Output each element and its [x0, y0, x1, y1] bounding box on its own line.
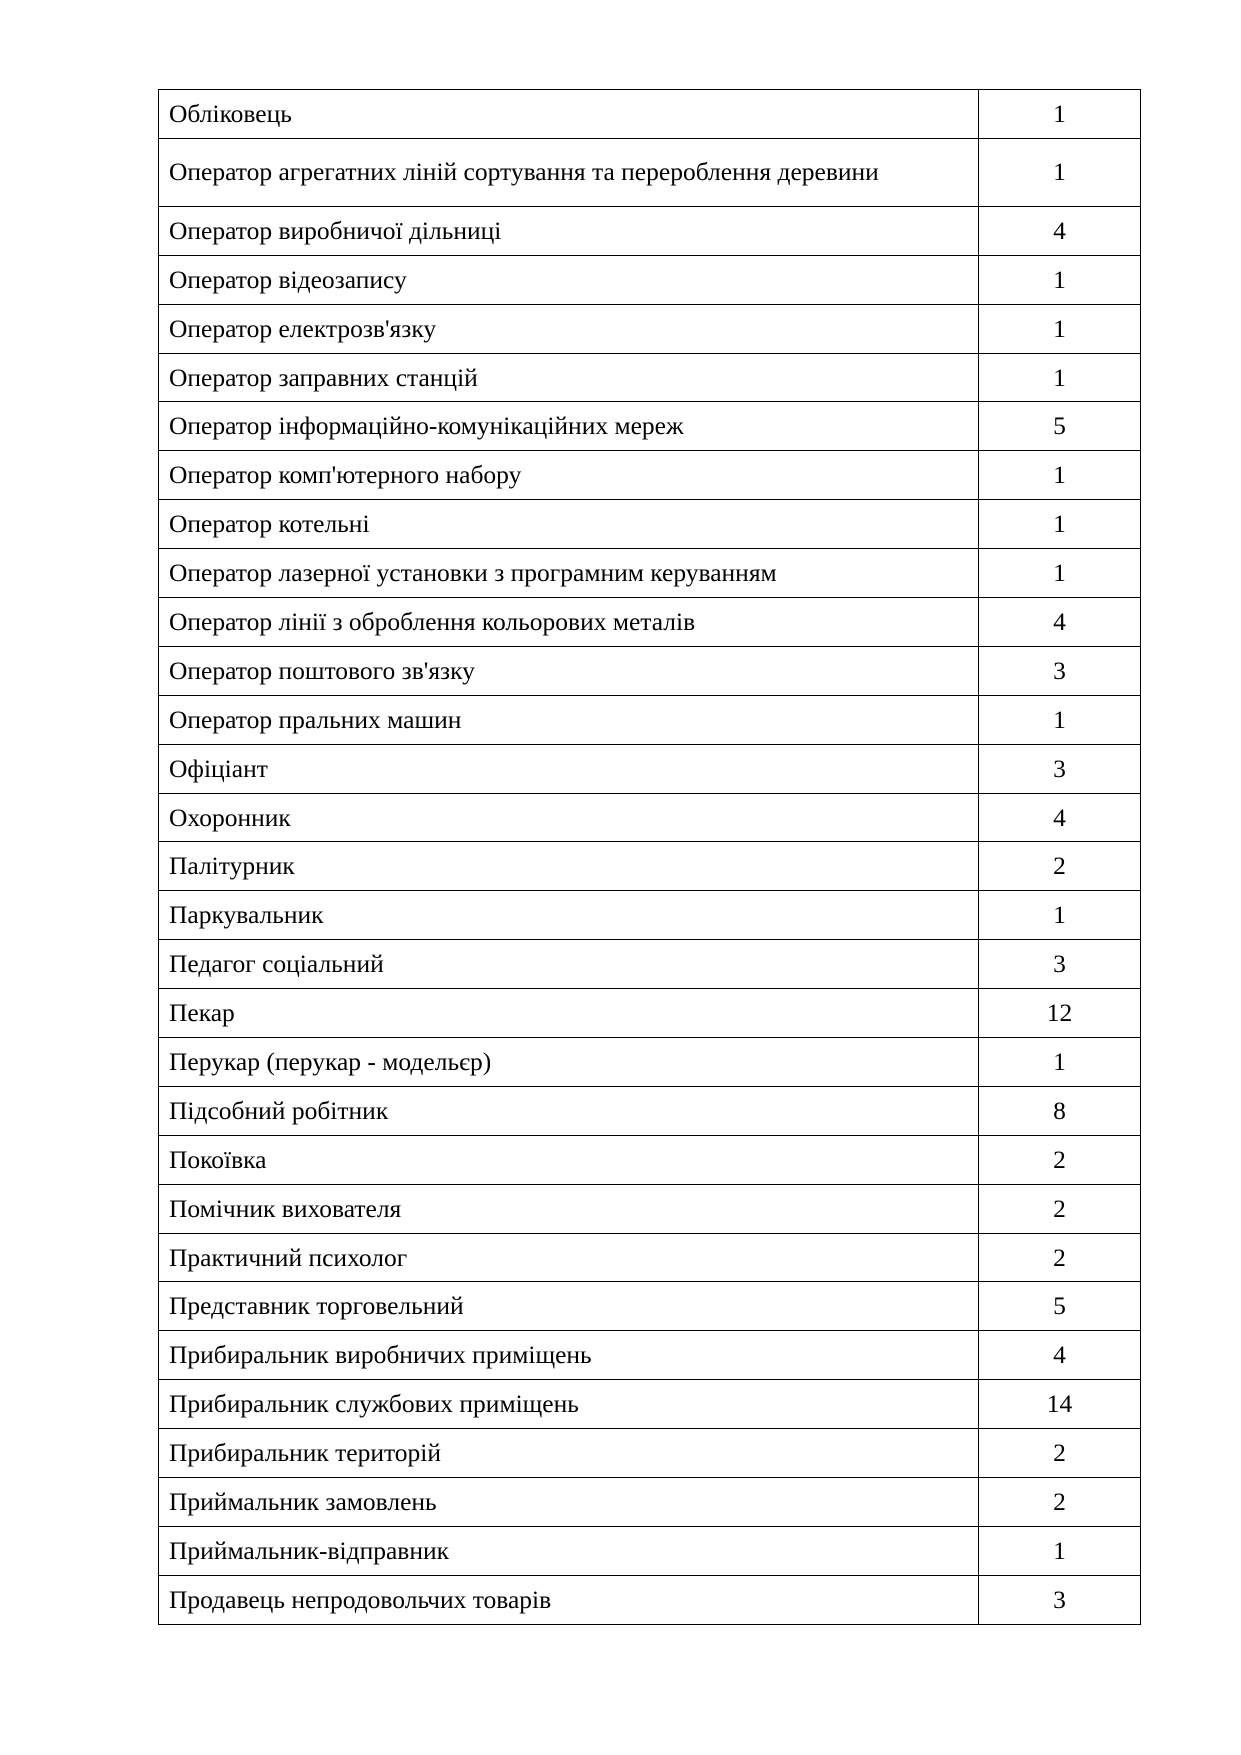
vacancy-count-cell: 3: [979, 646, 1141, 695]
vacancy-count-cell: 1: [979, 1038, 1141, 1087]
vacancy-count-cell: 3: [979, 1575, 1141, 1624]
occupation-name-cell: Підсобний робітник: [159, 1086, 979, 1135]
table-row: [159, 1380, 1141, 1429]
occupation-name-cell: Продавець непродовольчих товарів: [159, 1575, 979, 1624]
occupation-name-cell: Прибиральник виробничих приміщень: [159, 1331, 979, 1380]
vacancies-table-body: [159, 90, 1141, 1625]
occupation-name-cell: Прибиральник службових приміщень: [159, 1380, 979, 1429]
vacancy-count-cell: 5: [979, 1282, 1141, 1331]
occupation-name-cell: Прибиральник територій: [159, 1429, 979, 1478]
occupation-name-cell: Оператор виробничої дільниці: [159, 206, 979, 255]
vacancy-count-cell: 2: [979, 1184, 1141, 1233]
occupation-name-cell: Оператор агрегатних ліній сортування та перероблення деревини: [159, 138, 979, 206]
occupation-name-cell: Покоївка: [159, 1135, 979, 1184]
occupation-name-cell: Офіціант: [159, 744, 979, 793]
table-row: [159, 1135, 1141, 1184]
vacancy-count-cell: 5: [979, 402, 1141, 451]
occupation-name-cell: Приймальник-відправник: [159, 1526, 979, 1575]
table-row: [159, 695, 1141, 744]
vacancies-table: [158, 89, 1141, 1625]
occupation-name-cell: Оператор заправних станцій: [159, 353, 979, 402]
vacancy-count-cell: 8: [979, 1086, 1141, 1135]
vacancy-count-cell: 1: [979, 90, 1141, 139]
vacancy-count-cell: 1: [979, 695, 1141, 744]
table-row: [159, 1282, 1141, 1331]
table-row: [159, 744, 1141, 793]
table-row: [159, 1575, 1141, 1624]
vacancy-count-cell: 1: [979, 1526, 1141, 1575]
occupation-name-cell: Оператор комп'ютерного набору: [159, 451, 979, 500]
table-row: [159, 500, 1141, 549]
vacancy-count-cell: 4: [979, 793, 1141, 842]
occupation-name-cell: Пекар: [159, 989, 979, 1038]
occupation-name-cell: Педагог соціальний: [159, 940, 979, 989]
table-row: [159, 1086, 1141, 1135]
vacancy-count-cell: 12: [979, 989, 1141, 1038]
vacancy-count-cell: 1: [979, 451, 1141, 500]
table-row: [159, 1233, 1141, 1282]
occupation-name-cell: Практичний психолог: [159, 1233, 979, 1282]
vacancy-count-cell: 4: [979, 598, 1141, 647]
vacancy-count-cell: 14: [979, 1380, 1141, 1429]
table-row: [159, 1331, 1141, 1380]
occupation-name-cell: Оператор інформаційно-комунікаційних мереж: [159, 402, 979, 451]
vacancy-count-cell: 1: [979, 304, 1141, 353]
table-row: [159, 646, 1141, 695]
vacancy-count-cell: 4: [979, 206, 1141, 255]
vacancy-count-cell: 2: [979, 842, 1141, 891]
vacancy-count-cell: 1: [979, 138, 1141, 206]
table-row: [159, 138, 1141, 206]
vacancy-count-cell: 1: [979, 255, 1141, 304]
table-row: [159, 1429, 1141, 1478]
vacancy-count-cell: 1: [979, 353, 1141, 402]
table-row: [159, 989, 1141, 1038]
table-row: [159, 353, 1141, 402]
vacancy-count-cell: 2: [979, 1429, 1141, 1478]
table-row: [159, 940, 1141, 989]
vacancy-count-cell: 2: [979, 1233, 1141, 1282]
vacancy-count-cell: 3: [979, 744, 1141, 793]
vacancy-count-cell: 2: [979, 1478, 1141, 1527]
occupation-name-cell: Оператор пральних машин: [159, 695, 979, 744]
occupation-name-cell: Оператор відеозапису: [159, 255, 979, 304]
table-row: [159, 891, 1141, 940]
occupation-name-cell: Представник торговельний: [159, 1282, 979, 1331]
vacancy-count-cell: 4: [979, 1331, 1141, 1380]
occupation-name-cell: Оператор котельні: [159, 500, 979, 549]
table-row: [159, 255, 1141, 304]
occupation-name-cell: Оператор лінії з оброблення кольорових металів: [159, 598, 979, 647]
table-row: [159, 1526, 1141, 1575]
occupation-name-cell: Перукар (перукар - модельєр): [159, 1038, 979, 1087]
table-row: [159, 549, 1141, 598]
table-row: [159, 1038, 1141, 1087]
table-row: [159, 793, 1141, 842]
table-row: [159, 90, 1141, 139]
vacancy-count-cell: 3: [979, 940, 1141, 989]
table-row: [159, 402, 1141, 451]
occupation-name-cell: Палітурник: [159, 842, 979, 891]
table-row: [159, 1478, 1141, 1527]
table-row: [159, 598, 1141, 647]
occupation-name-cell: Охоронник: [159, 793, 979, 842]
vacancy-count-cell: 2: [979, 1135, 1141, 1184]
occupation-name-cell: Паркувальник: [159, 891, 979, 940]
table-row: [159, 842, 1141, 891]
table-row: [159, 304, 1141, 353]
occupation-name-cell: Помічник вихователя: [159, 1184, 979, 1233]
table-row: [159, 206, 1141, 255]
table-row: [159, 451, 1141, 500]
occupation-name-cell: Обліковець: [159, 90, 979, 139]
vacancy-count-cell: 1: [979, 549, 1141, 598]
occupation-name-cell: Приймальник замовлень: [159, 1478, 979, 1527]
vacancy-count-cell: 1: [979, 500, 1141, 549]
vacancy-count-cell: 1: [979, 891, 1141, 940]
occupation-name-cell: Оператор електрозв'язку: [159, 304, 979, 353]
occupation-name-cell: Оператор лазерної установки з програмним керуванням: [159, 549, 979, 598]
table-row: [159, 1184, 1141, 1233]
occupation-name-cell: Оператор поштового зв'язку: [159, 646, 979, 695]
